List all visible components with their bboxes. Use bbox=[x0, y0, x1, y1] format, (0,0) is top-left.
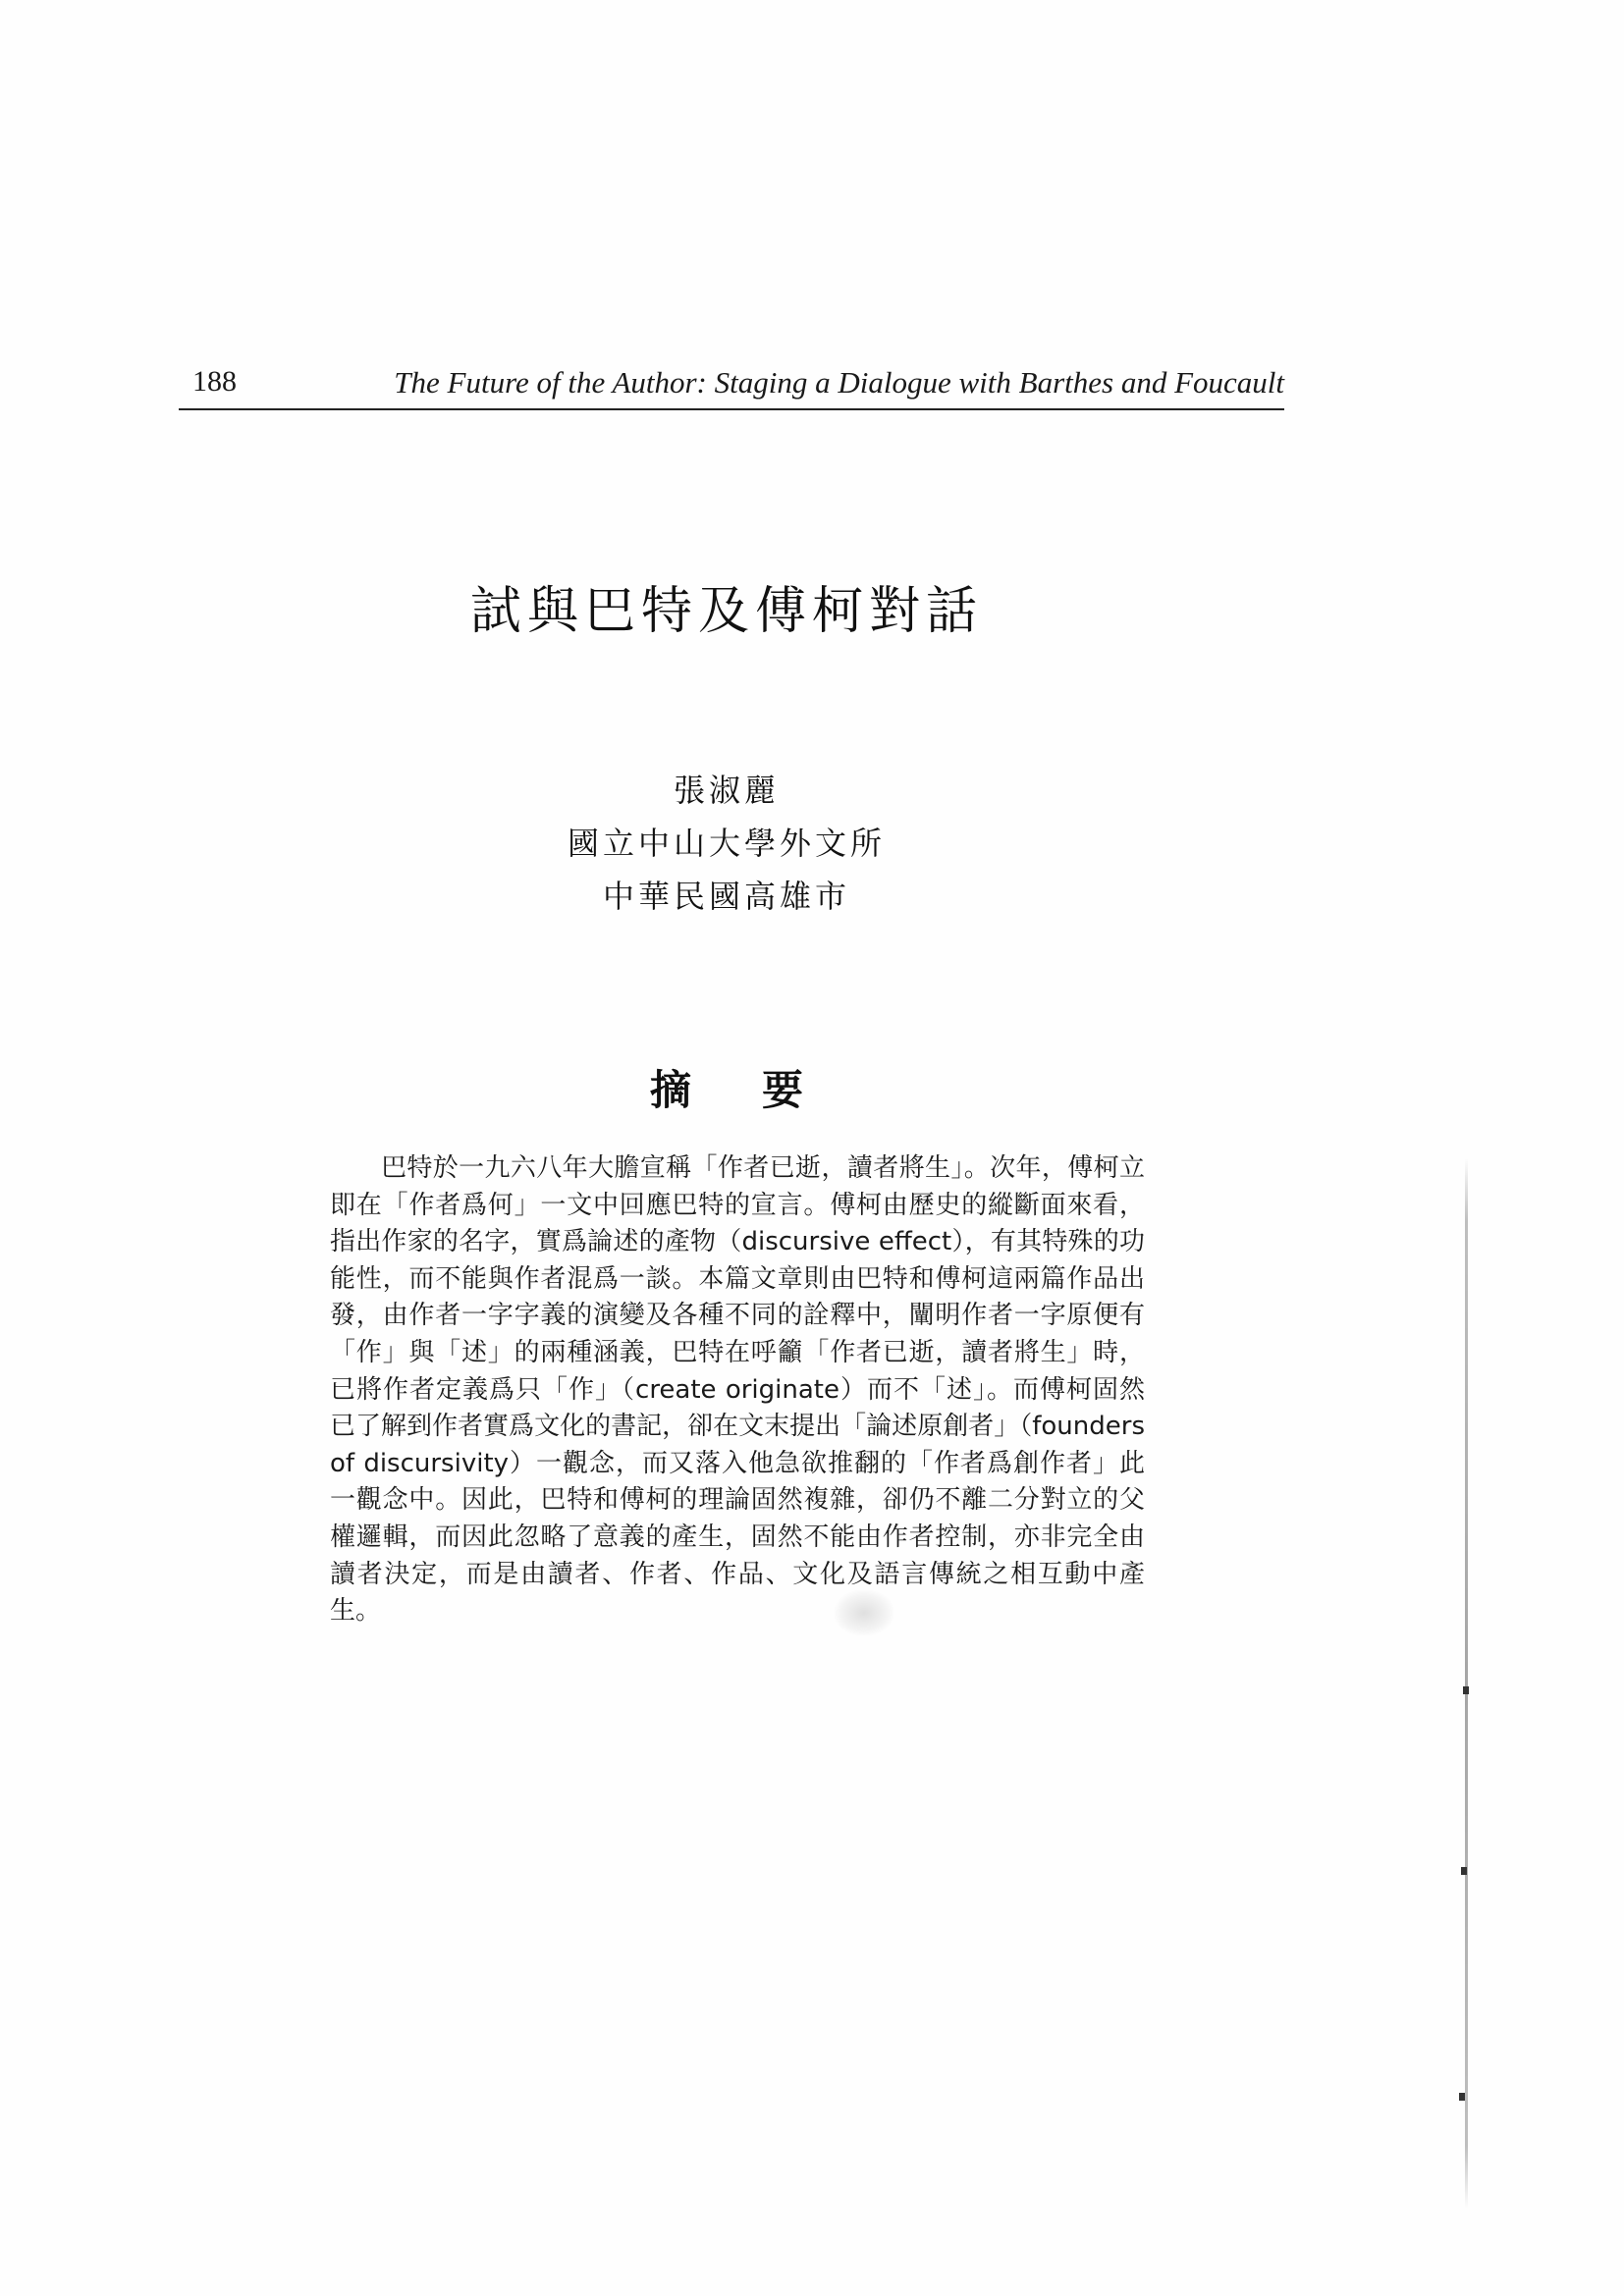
author-location: 中華民國高雄市 bbox=[602, 878, 850, 915]
scan-mark bbox=[1463, 1686, 1469, 1694]
running-header bbox=[179, 361, 1284, 410]
scan-smudge bbox=[835, 1590, 893, 1635]
abstract-body: 巴特於一九六八年大膽宣稱「作者已逝，讀者將生」。次年，傅柯立即在「作者爲何」一文中回應巴特的宣言。傅柯由歷史的縱斷面來看，指出作家的名字，實爲論述的產物（discursive effect），有其特殊的功能性，而不能與作者混爲一談。本篇文章則由巴特和傅柯這兩篇作品出發，由作者一字字義的演變及各種不同的詮釋中，闡明作者一字原便有「作」與「述」的兩種涵義，巴特在呼籲「作者已逝，讀者將生」時，已將作者定義爲只「作」（create originate）而不「述」。而傅柯固然已了解到作者實爲文化的書記，卻在文末提出「論述原創者」（founders of discursivity）一觀念，而又落入他急欲推翻的「作者爲創作者」此一觀念中。因此，巴特和傅柯的理論固然複雜，卻仍不離二分對立的父權邏輯，而因此忽略了意義的產生，固然不能由作者控制，亦非完全由讀者決定，而是由讀者、作者、作品、文化及語言傳統之相互動中產生。 bbox=[330, 1153, 1145, 1627]
scan-mark bbox=[1459, 2093, 1465, 2101]
scan-mark bbox=[1461, 1867, 1467, 1875]
page-number: 188 bbox=[192, 365, 237, 398]
scan-edge-artifact bbox=[1465, 1158, 1468, 2209]
running-title: The Future of the Author: Staging a Dialogue with Barthes and Foucault bbox=[394, 365, 1284, 400]
author-affiliation: 國立中山大學外文所 bbox=[567, 825, 886, 862]
author-block bbox=[0, 764, 1453, 923]
abstract-heading: 摘要 bbox=[649, 1066, 874, 1114]
article-title: 試與巴特及傅柯對話 bbox=[469, 582, 983, 641]
author-name: 張淑麗 bbox=[673, 772, 780, 809]
